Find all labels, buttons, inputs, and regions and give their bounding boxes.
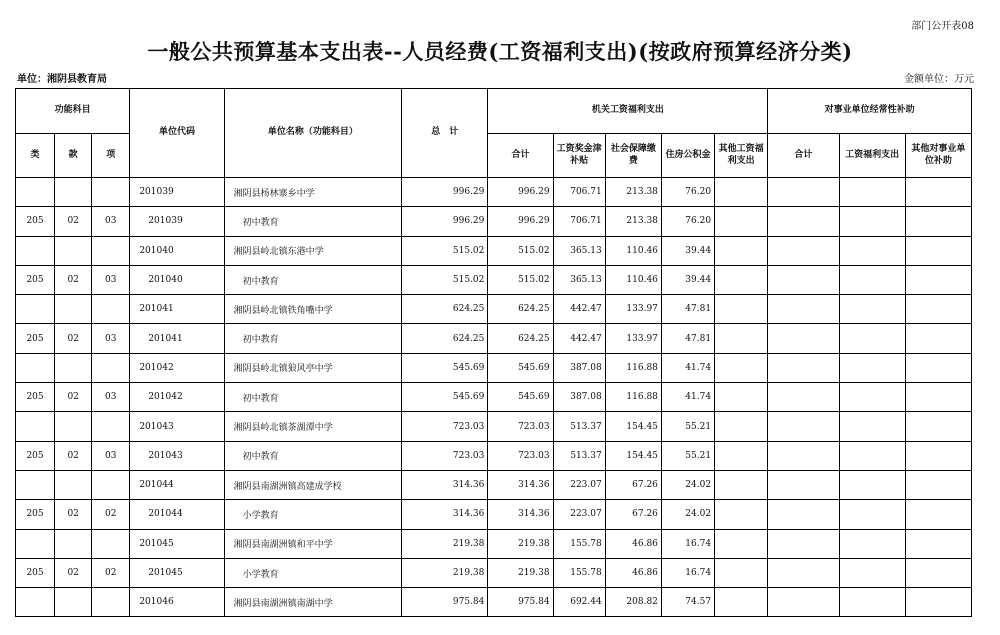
cell-pub-other <box>905 295 971 324</box>
cell-gov-other <box>715 295 768 324</box>
cell-kuan <box>55 412 92 441</box>
cell-gov-other <box>715 529 768 558</box>
cell-code: 201045 <box>130 529 224 558</box>
cell-pub-sum <box>768 412 839 441</box>
cell-gov-wage: 365.13 <box>553 265 605 294</box>
cell-gov-fund: 16.74 <box>661 558 714 587</box>
cell-code: 201040 <box>130 265 224 294</box>
cell-code: 201046 <box>130 588 224 617</box>
header-kuan: 款 <box>55 134 92 178</box>
cell-lei: 205 <box>16 383 55 412</box>
cell-kuan: 02 <box>55 324 92 353</box>
cell-gov-wage: 365.13 <box>553 236 605 265</box>
cell-gov-fund: 39.44 <box>661 265 714 294</box>
cell-xiang <box>92 588 130 617</box>
cell-gov-fund: 39.44 <box>661 236 714 265</box>
cell-kuan <box>55 353 92 382</box>
cell-kuan <box>55 178 92 207</box>
cell-pub-wage <box>839 529 905 558</box>
cell-pub-other <box>905 588 971 617</box>
cell-pub-other <box>905 412 971 441</box>
cell-pub-sum <box>768 500 839 529</box>
cell-pub-sum <box>768 441 839 470</box>
cell-name: 湘阴县南湖洲镇南湖中学 <box>224 588 402 617</box>
cell-name: 初中教育 <box>224 265 402 294</box>
amount-unit-label: 金额单位：万元 <box>904 74 974 85</box>
cell-gov-wage: 513.37 <box>553 441 605 470</box>
cell-gov-social: 208.82 <box>605 588 661 617</box>
cell-gov-wage: 223.07 <box>553 470 605 499</box>
cell-xiang: 03 <box>92 265 130 294</box>
cell-pub-other <box>905 558 971 587</box>
cell-name: 小学教育 <box>224 500 402 529</box>
cell-total: 723.03 <box>402 441 488 470</box>
cell-pub-other <box>905 500 971 529</box>
cell-gov-other <box>715 558 768 587</box>
cell-kuan: 02 <box>55 383 92 412</box>
cell-pub-wage <box>839 500 905 529</box>
table-row <box>16 236 972 265</box>
cell-total: 996.29 <box>402 178 488 207</box>
cell-name: 初中教育 <box>224 383 402 412</box>
cell-name: 初中教育 <box>224 324 402 353</box>
cell-pub-other <box>905 529 971 558</box>
cell-gov-fund: 47.81 <box>661 295 714 324</box>
header-unit-code: 单位代码 <box>130 89 224 178</box>
cell-total: 314.36 <box>402 470 488 499</box>
table-body <box>16 178 972 617</box>
cell-gov-social: 46.86 <box>605 529 661 558</box>
cell-lei <box>16 529 55 558</box>
cell-gov-other <box>715 353 768 382</box>
cell-lei <box>16 236 55 265</box>
cell-pub-other <box>905 441 971 470</box>
cell-code: 201044 <box>130 470 224 499</box>
cell-lei <box>16 178 55 207</box>
cell-total: 314.36 <box>402 500 488 529</box>
cell-pub-other <box>905 470 971 499</box>
cell-gov-social: 110.46 <box>605 236 661 265</box>
cell-gov-wage: 706.71 <box>553 178 605 207</box>
cell-kuan <box>55 588 92 617</box>
cell-lei <box>16 470 55 499</box>
cell-xiang: 03 <box>92 207 130 236</box>
cell-gov-fund: 47.81 <box>661 324 714 353</box>
header-pub-other: 其他对事业单位补助 <box>905 134 971 178</box>
cell-code: 201040 <box>130 236 224 265</box>
cell-gov-social: 213.38 <box>605 207 661 236</box>
cell-gov-other <box>715 265 768 294</box>
cell-gov-sum: 723.03 <box>488 441 553 470</box>
cell-total: 219.38 <box>402 529 488 558</box>
cell-gov-wage: 692.44 <box>553 588 605 617</box>
cell-xiang <box>92 295 130 324</box>
cell-xiang: 03 <box>92 324 130 353</box>
cell-pub-wage <box>839 236 905 265</box>
cell-lei <box>16 588 55 617</box>
cell-name: 湘阴县岭北镇东港中学 <box>224 236 402 265</box>
cell-code: 201039 <box>130 207 224 236</box>
cell-total: 545.69 <box>402 383 488 412</box>
table-row <box>16 383 972 412</box>
cell-code: 201043 <box>130 441 224 470</box>
cell-code: 201039 <box>130 178 224 207</box>
header-gov-other: 其他工资福利支出 <box>715 134 768 178</box>
cell-gov-sum: 314.36 <box>488 500 553 529</box>
cell-xiang <box>92 353 130 382</box>
cell-pub-other <box>905 383 971 412</box>
cell-pub-wage <box>839 441 905 470</box>
cell-gov-other <box>715 500 768 529</box>
table-row <box>16 412 972 441</box>
cell-gov-social: 133.97 <box>605 324 661 353</box>
cell-total: 624.25 <box>402 324 488 353</box>
header-unit-name: 单位名称（功能科目） <box>224 89 402 178</box>
cell-gov-fund: 24.02 <box>661 470 714 499</box>
table-row <box>16 500 972 529</box>
table-row <box>16 295 972 324</box>
cell-pub-wage <box>839 383 905 412</box>
cell-lei: 205 <box>16 265 55 294</box>
cell-pub-wage <box>839 295 905 324</box>
cell-gov-wage: 387.08 <box>553 383 605 412</box>
cell-xiang <box>92 470 130 499</box>
cell-gov-fund: 16.74 <box>661 529 714 558</box>
header-total: 总 计 <box>402 89 488 178</box>
cell-kuan: 02 <box>55 441 92 470</box>
cell-gov-sum: 545.69 <box>488 353 553 382</box>
cell-gov-fund: 55.21 <box>661 412 714 441</box>
cell-gov-wage: 513.37 <box>553 412 605 441</box>
cell-pub-sum <box>768 470 839 499</box>
cell-total: 219.38 <box>402 558 488 587</box>
cell-pub-other <box>905 324 971 353</box>
table-row <box>16 558 972 587</box>
cell-gov-sum: 219.38 <box>488 558 553 587</box>
cell-kuan: 02 <box>55 265 92 294</box>
header-lei: 类 <box>16 134 55 178</box>
cell-code: 201043 <box>130 412 224 441</box>
cell-gov-fund: 41.74 <box>661 383 714 412</box>
cell-pub-sum <box>768 295 839 324</box>
cell-gov-social: 154.45 <box>605 412 661 441</box>
cell-gov-sum: 996.29 <box>488 178 553 207</box>
cell-pub-other <box>905 265 971 294</box>
cell-code: 201044 <box>130 500 224 529</box>
cell-xiang: 02 <box>92 558 130 587</box>
cell-pub-wage <box>839 178 905 207</box>
cell-total: 996.29 <box>402 207 488 236</box>
cell-gov-other <box>715 470 768 499</box>
cell-gov-wage: 155.78 <box>553 529 605 558</box>
cell-lei: 205 <box>16 441 55 470</box>
cell-gov-sum: 624.25 <box>488 295 553 324</box>
cell-name: 湘阴县杨林寨乡中学 <box>224 178 402 207</box>
cell-gov-fund: 41.74 <box>661 353 714 382</box>
cell-lei <box>16 295 55 324</box>
cell-gov-sum: 624.25 <box>488 324 553 353</box>
cell-pub-sum <box>768 383 839 412</box>
cell-pub-sum <box>768 588 839 617</box>
cell-gov-social: 116.88 <box>605 383 661 412</box>
cell-pub-other <box>905 207 971 236</box>
header-gov-social: 社会保障缴费 <box>605 134 661 178</box>
cell-gov-social: 116.88 <box>605 353 661 382</box>
table-row <box>16 441 972 470</box>
cell-gov-sum: 515.02 <box>488 236 553 265</box>
cell-gov-sum: 545.69 <box>488 383 553 412</box>
cell-kuan: 02 <box>55 500 92 529</box>
cell-code: 201045 <box>130 558 224 587</box>
cell-gov-other <box>715 178 768 207</box>
cell-name: 湘阴县岭北镇狼风亭中学 <box>224 353 402 382</box>
cell-total: 624.25 <box>402 295 488 324</box>
header-pub-wage: 工资福利支出 <box>839 134 905 178</box>
cell-kuan: 02 <box>55 207 92 236</box>
unit-label: 单位：湘阴县教育局 <box>17 74 107 85</box>
cell-pub-other <box>905 353 971 382</box>
cell-pub-wage <box>839 324 905 353</box>
table-row <box>16 207 972 236</box>
cell-pub-sum <box>768 529 839 558</box>
cell-kuan <box>55 470 92 499</box>
cell-name: 湘阴县岭北镇茶湖潭中学 <box>224 412 402 441</box>
cell-gov-sum: 996.29 <box>488 207 553 236</box>
table-row <box>16 178 972 207</box>
cell-gov-social: 46.86 <box>605 558 661 587</box>
header-func-subject: 功能科目 <box>16 89 130 134</box>
cell-name: 湘阴县南湖洲镇高建成学校 <box>224 470 402 499</box>
cell-gov-social: 213.38 <box>605 178 661 207</box>
cell-gov-sum: 975.84 <box>488 588 553 617</box>
cell-pub-wage <box>839 207 905 236</box>
cell-total: 545.69 <box>402 353 488 382</box>
cell-gov-other <box>715 588 768 617</box>
cell-gov-fund: 76.20 <box>661 207 714 236</box>
cell-gov-wage: 442.47 <box>553 295 605 324</box>
cell-gov-social: 110.46 <box>605 265 661 294</box>
cell-pub-wage <box>839 353 905 382</box>
header-gov-wage-group: 机关工资福利支出 <box>488 89 768 134</box>
cell-gov-fund: 76.20 <box>661 178 714 207</box>
cell-gov-other <box>715 324 768 353</box>
cell-xiang <box>92 412 130 441</box>
table-row <box>16 353 972 382</box>
header-pub-sum: 合计 <box>768 134 839 178</box>
cell-gov-wage: 387.08 <box>553 353 605 382</box>
cell-gov-wage: 706.71 <box>553 207 605 236</box>
cell-xiang: 03 <box>92 441 130 470</box>
cell-lei <box>16 353 55 382</box>
cell-name: 湘阴县南湖洲镇和平中学 <box>224 529 402 558</box>
cell-gov-social: 67.26 <box>605 470 661 499</box>
cell-gov-social: 133.97 <box>605 295 661 324</box>
table-row <box>16 588 972 617</box>
header-gov-wage: 工资奖金津补贴 <box>553 134 605 178</box>
cell-kuan <box>55 529 92 558</box>
cell-gov-other <box>715 383 768 412</box>
cell-code: 201041 <box>130 324 224 353</box>
cell-lei: 205 <box>16 324 55 353</box>
cell-kuan <box>55 295 92 324</box>
table-row <box>16 324 972 353</box>
cell-gov-sum: 723.03 <box>488 412 553 441</box>
cell-gov-wage: 442.47 <box>553 324 605 353</box>
header-public-subsidy-group: 对事业单位经常性补助 <box>768 89 972 134</box>
cell-pub-sum <box>768 558 839 587</box>
cell-kuan <box>55 236 92 265</box>
cell-pub-sum <box>768 207 839 236</box>
cell-gov-other <box>715 412 768 441</box>
cell-kuan: 02 <box>55 558 92 587</box>
header-xiang: 项 <box>92 134 130 178</box>
cell-gov-other <box>715 441 768 470</box>
cell-total: 515.02 <box>402 265 488 294</box>
cell-name: 初中教育 <box>224 441 402 470</box>
cell-total: 723.03 <box>402 412 488 441</box>
cell-gov-fund: 55.21 <box>661 441 714 470</box>
header-gov-fund: 住房公积金 <box>661 134 714 178</box>
cell-pub-sum <box>768 265 839 294</box>
cell-xiang <box>92 178 130 207</box>
cell-code: 201042 <box>130 353 224 382</box>
cell-pub-wage <box>839 412 905 441</box>
page-title: 一般公共预算基本支出表--人员经费(工资福利支出)(按政府预算经济分类) <box>147 39 853 64</box>
cell-gov-social: 154.45 <box>605 441 661 470</box>
cell-gov-fund: 24.02 <box>661 500 714 529</box>
cell-lei: 205 <box>16 207 55 236</box>
cell-gov-social: 67.26 <box>605 500 661 529</box>
cell-pub-wage <box>839 470 905 499</box>
cell-total: 975.84 <box>402 588 488 617</box>
cell-pub-wage <box>839 588 905 617</box>
cell-name: 小学教育 <box>224 558 402 587</box>
cell-total: 515.02 <box>402 236 488 265</box>
header-gov-sum: 合计 <box>488 134 553 178</box>
cell-pub-other <box>905 178 971 207</box>
cell-xiang <box>92 529 130 558</box>
cell-code: 201042 <box>130 383 224 412</box>
cell-pub-sum <box>768 353 839 382</box>
cell-lei <box>16 412 55 441</box>
cell-gov-fund: 74.57 <box>661 588 714 617</box>
cell-pub-sum <box>768 324 839 353</box>
cell-gov-wage: 223.07 <box>553 500 605 529</box>
cell-gov-other <box>715 207 768 236</box>
cell-xiang: 02 <box>92 500 130 529</box>
cell-pub-other <box>905 236 971 265</box>
cell-gov-sum: 219.38 <box>488 529 553 558</box>
expenditure-table <box>15 88 972 617</box>
cell-xiang: 03 <box>92 383 130 412</box>
cell-lei: 205 <box>16 500 55 529</box>
cell-xiang <box>92 236 130 265</box>
cell-gov-sum: 515.02 <box>488 265 553 294</box>
cell-pub-sum <box>768 236 839 265</box>
table-row <box>16 265 972 294</box>
table-row <box>16 470 972 499</box>
cell-name: 湘阴县岭北镇铁角嘴中学 <box>224 295 402 324</box>
cell-lei: 205 <box>16 558 55 587</box>
cell-gov-other <box>715 236 768 265</box>
cell-name: 初中教育 <box>224 207 402 236</box>
cell-gov-sum: 314.36 <box>488 470 553 499</box>
cell-pub-sum <box>768 178 839 207</box>
cell-gov-wage: 155.78 <box>553 558 605 587</box>
cell-pub-wage <box>839 558 905 587</box>
table-row <box>16 529 972 558</box>
form-number: 部门公开表08 <box>911 21 974 32</box>
cell-code: 201041 <box>130 295 224 324</box>
cell-pub-wage <box>839 265 905 294</box>
